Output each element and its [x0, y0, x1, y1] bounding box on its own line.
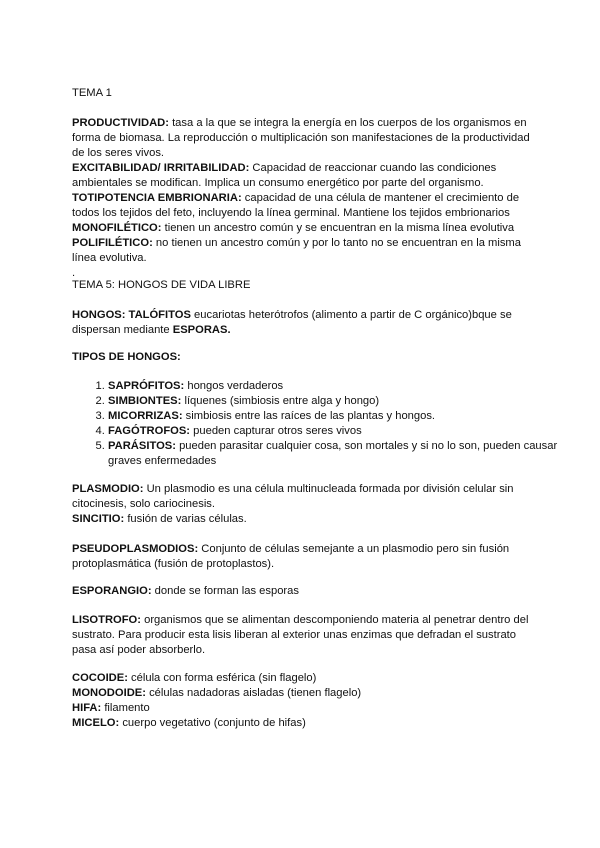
definition-term: PRODUCTIVIDAD: [72, 117, 169, 129]
definition-term: PLASMODIO: [72, 483, 144, 495]
definition-pseudoplasmodios [72, 542, 532, 572]
list-item [108, 409, 568, 424]
definition-sincitio [72, 512, 532, 527]
list-item-text: simbiosis entre las raíces de las plantas y hongos. [182, 410, 436, 422]
final-definitions [72, 671, 532, 731]
definition-plasmodio [72, 482, 532, 512]
definition-hongos [72, 308, 532, 338]
definition-esporangio [72, 584, 532, 599]
definition-term: HIFA: [72, 702, 102, 714]
definition-excitabilidad [72, 161, 532, 191]
plasmodio-section [72, 482, 532, 527]
definition-term: HONGOS: TALÓFITOS [72, 309, 191, 321]
definition-cocoide [72, 671, 532, 686]
definition-text: Capacidad de reaccionar cuando las condiciones ambientales se modifican. Implica un consumo energético por parte del organismo. [72, 162, 497, 189]
tipos-list [72, 379, 568, 469]
list-item [108, 379, 568, 394]
definition-text: cuerpo vegetativo (conjunto de hifas) [119, 717, 306, 729]
definition-text: capacidad de una célula de mantener el crecimiento de todos los tejidos del feto, incluyendo la línea germinal. Mantiene los tejidos embrionarios [72, 192, 520, 219]
definition-text: Conjunto de células semejante a un plasmodio pero sin fusión protoplasmática (fusión de protoplastos). [72, 543, 510, 570]
list-item [108, 424, 568, 439]
definition-totipotencia [72, 191, 532, 221]
definition-term: COCOIDE: [72, 672, 128, 684]
definition-text: célula con forma esférica (sin flagelo) [127, 672, 317, 684]
list-item-term: SAPRÓFITOS: [108, 380, 185, 392]
definition-polifiletico [72, 236, 532, 266]
definition-text: donde se forman las esporas [151, 585, 299, 597]
list-item-text: líquenes (simbiosis entre alga y hongo) [181, 395, 380, 407]
definition-term: MONODOIDE: [72, 687, 146, 699]
definition-term: TOTIPOTENCIA EMBRIONARIA: [72, 192, 242, 204]
definition-text: fusión de varias células. [124, 513, 247, 525]
definition-term: LISOTROFO: [72, 614, 141, 626]
definition-micelo [72, 716, 532, 731]
definition-term: ESPORANGIO: [72, 585, 152, 597]
definition-text: células nadadoras aisladas (tienen flagelo) [145, 687, 362, 699]
definition-lisotrofo [72, 613, 532, 658]
separator-dot: . [72, 267, 76, 279]
tema-1-definitions [72, 116, 532, 281]
definition-text: filamento [101, 702, 150, 714]
definition-text: no tienen un ancestro común y por lo tanto no se encuentran en la misma línea evolutiva. [72, 237, 521, 264]
list-item-term: SIMBIONTES: [108, 395, 182, 407]
definition-term-esporas: ESPORAS. [172, 324, 231, 336]
definition-term: MICELO: [72, 717, 120, 729]
definition-term: POLIFILÉTICO: [72, 237, 153, 249]
list-item [108, 394, 568, 409]
definition-term: EXCITABILIDAD/ IRRITABILIDAD: [72, 162, 250, 174]
tipos-heading [72, 350, 532, 365]
definition-text: organismos que se alimentan descomponiendo materia al penetrar dentro del sustrato. Para producir esta lisis liberan al exterior unas enzimas que defradan el sustrato pasa así poder absorberlo. [72, 614, 529, 656]
list-item-text: pueden parasitar cualquier cosa, son mortales y si no lo son, pueden causar graves enfermedades [108, 440, 558, 467]
definition-text: tienen un ancestro común y se encuentran en la misma línea evolutiva [161, 222, 515, 234]
list-item-term: PARÁSITOS: [108, 440, 176, 452]
list-item-term: MICORRIZAS: [108, 410, 183, 422]
definition-text: tasa a la que se integra la energía en los cuerpos de los organismos en forma de biomasa. La reproducción o multiplicación son manifestaciones de la productividad de los seres vivos. [72, 117, 530, 159]
definition-monodoide [72, 686, 532, 701]
tema-5-heading: TEMA 5: HONGOS DE VIDA LIBRE [72, 279, 251, 291]
definition-hifa [72, 701, 532, 716]
definition-monofiletico [72, 221, 532, 236]
definition-term: MONOFILÉTICO: [72, 222, 162, 234]
definition-text: eucariotas heterótrofos (alimento a partir de C orgánico)bque se dispersan mediante [72, 309, 512, 336]
list-item [108, 439, 568, 469]
definition-text: Un plasmodio es una célula multinucleada formada por división celular sin citocinesis, solo cariocinesis. [72, 483, 514, 510]
list-item-text: pueden capturar otros seres vivos [190, 425, 362, 437]
definition-productividad [72, 116, 532, 161]
tipos-heading-text: TIPOS DE HONGOS: [72, 351, 181, 363]
list-item-text: hongos verdaderos [184, 380, 284, 392]
tema-1-heading: TEMA 1 [72, 87, 112, 99]
definition-term: SINCITIO: [72, 513, 125, 525]
definition-term: PSEUDOPLASMODIOS: [72, 543, 199, 555]
list-item-term: FAGÓTROFOS: [108, 425, 191, 437]
